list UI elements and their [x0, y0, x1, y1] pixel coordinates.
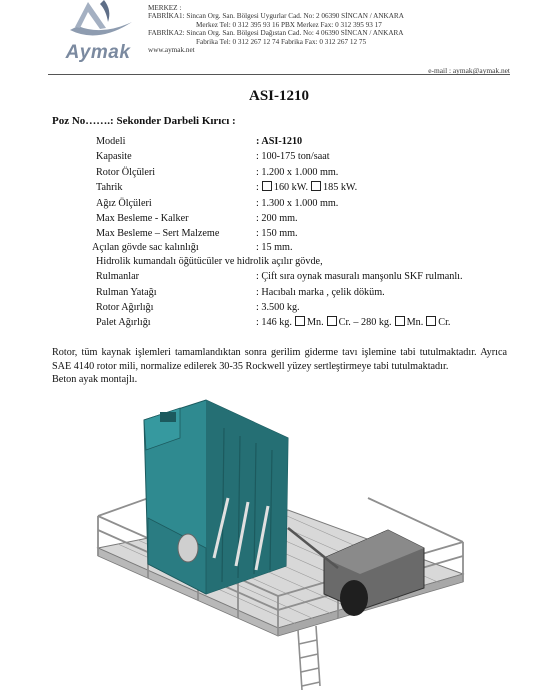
- logo-emblem-icon: [48, 0, 148, 44]
- spec-row-pallet-weight: [96, 315, 463, 330]
- spec-label: Modeli: [96, 136, 126, 147]
- crusher-illustration: [88, 398, 468, 694]
- spec-label: Ağız Ölçüleri: [96, 197, 152, 209]
- pallet-prefix: : 146 kg.: [256, 317, 292, 329]
- drive-option: 185 kW.: [323, 182, 358, 194]
- spec-row-bearings: [96, 269, 463, 284]
- drive-prefix: :: [256, 182, 259, 194]
- spec-label: Rotor Ölçüleri: [96, 166, 156, 178]
- spec-value: [256, 315, 450, 330]
- spec-label: Kapasite: [96, 151, 132, 163]
- spec-value: : 1.300 x 1.000 mm.: [256, 197, 339, 209]
- spec-row-mouth-size: [96, 196, 463, 211]
- spec-value: : Hacıbalı marka , çelik döküm.: [256, 286, 385, 298]
- spec-row-sheet-thickness: [92, 242, 463, 254]
- company-logo: [48, 0, 148, 66]
- drive-checkbox[interactable]: [311, 181, 321, 191]
- note-text: Beton ayak montajlı.: [52, 374, 138, 385]
- spec-note: Hidrolik kumandalı öğütücüler ve hidrolik açılır gövde,: [96, 255, 323, 267]
- spec-value: : Çift sıra oynak masuralı manşonlu SKF rulmanlı.: [256, 271, 463, 283]
- header-line: FABRİKA2: Sincan Org. San. Bölgesi Dağıstan Cad. No: 4 06390 SİNCAN / ANKARA: [148, 29, 404, 38]
- spec-label: Tahrik: [96, 182, 123, 194]
- spec-label: Palet Ağırlığı: [96, 317, 151, 329]
- pallet-option: Mn.: [306, 317, 324, 329]
- spec-label: Rulmanlar: [96, 271, 140, 283]
- spec-value: : 100-175 ton/saat: [256, 151, 330, 163]
- position-heading: Poz No…….: Sekonder Darbeli Kırıcı :: [52, 115, 236, 127]
- email-link[interactable]: aymak@aymak.net: [452, 66, 510, 75]
- spec-value: : ASI-1210: [256, 136, 303, 147]
- spec-value: : 200 mm.: [256, 212, 298, 224]
- header-line: Fabrika Tel: 0 312 267 12 74 Fabrika Fax: 0 312 267 12 75: [196, 37, 367, 46]
- drive-option: 160 kW.: [273, 182, 308, 194]
- document-title: ASI-1210: [248, 88, 309, 104]
- spec-value: : 3.500 kg.: [256, 301, 300, 313]
- spec-row-max-feed-limestone: [96, 211, 463, 226]
- spec-label: Rotor Ağırlığı: [96, 301, 154, 313]
- note-text: Rotor, tüm kaynak işlemleri tamamlandıktan sonra gerilim giderme tavı işlemine tabi tutulmaktadır. Ayrıca SAE 4140 rotor mili, normalize edilerek 30-35 Rockwell yüzey sertleştirmeye tabi tutulmaktadır.: [52, 347, 507, 372]
- company-address-block: [148, 4, 404, 54]
- pallet-option: Cr.: [438, 317, 451, 329]
- spec-row-bearing-housing: [96, 285, 463, 300]
- spec-value: : 150 mm.: [256, 228, 298, 240]
- spec-value: [256, 180, 357, 195]
- spec-value: : 1.200 x 1.000 mm.: [256, 166, 339, 178]
- spec-row-rotor-size: [96, 165, 463, 180]
- spec-row-rotor-weight: [96, 300, 463, 315]
- pallet-option: Mn.: [406, 317, 424, 329]
- pallet-option: Cr. – 280 kg.: [338, 317, 392, 329]
- logo-wordmark: Aymak: [65, 42, 131, 63]
- email-label: e-mail :: [428, 66, 453, 75]
- spec-label: Rulman Yatağı: [96, 286, 157, 298]
- header-line: FABRİKA1: Sincan Org. San. Bölgesi Uygurlar Cad. No: 2 06390 SİNCAN / ANKARA: [148, 12, 404, 21]
- header-line: Merkez Tel: 0 312 395 93 16 PBX Merkez Fax: 0 312 395 93 17: [196, 20, 382, 29]
- spec-value: : 15 mm.: [256, 241, 293, 253]
- pallet-checkbox[interactable]: [426, 316, 436, 326]
- pallet-checkbox[interactable]: [295, 316, 305, 326]
- spec-row-drive: [96, 180, 463, 195]
- header-line: MERKEZ :: [148, 4, 182, 12]
- notes-paragraph: [52, 346, 507, 387]
- spec-label: Max Besleme – Sert Malzeme: [96, 228, 220, 240]
- impact-crusher-image: [88, 398, 468, 694]
- pallet-checkbox[interactable]: [327, 316, 337, 326]
- drive-checkbox[interactable]: [262, 181, 272, 191]
- spec-row-hydraulic: [96, 254, 463, 269]
- website-link[interactable]: www.aymak.net: [148, 46, 195, 55]
- spec-label: Açılan gövde sac kalınlığı: [92, 241, 199, 253]
- header-divider: [48, 74, 510, 75]
- spec-row-max-feed-hard: [96, 226, 463, 241]
- spec-row-model: [96, 134, 463, 149]
- spec-label: Max Besleme - Kalker: [96, 212, 189, 224]
- spec-row-capacity: [96, 149, 463, 164]
- spec-list: [92, 134, 463, 331]
- pallet-checkbox[interactable]: [395, 316, 405, 326]
